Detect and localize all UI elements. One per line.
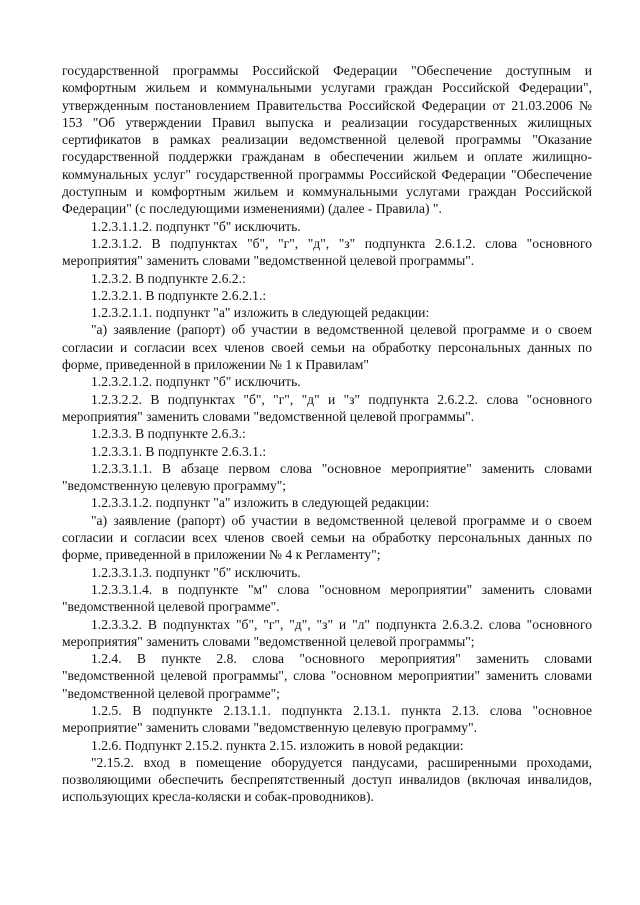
paragraph: 1.2.3.3. В подпункте 2.6.3.: — [91, 426, 246, 442]
paragraph: "а) заявление (рапорт) об участии в ведомственной целевой программе и о своем согласии и согласии всех членов своей семьи на обработку персональных данных по форме, приведенной в приложении № 1 к Правилам" — [62, 322, 592, 373]
paragraph: 1.2.3.3.1. В подпункте 2.6.3.1.: — [91, 443, 267, 459]
paragraph: 1.2.5. В подпункте 2.13.1.1. подпункта 2.13.1. пункта 2.13. слова "основное мероприятие" заменить словами "ведомственную целевую программу". — [62, 702, 592, 736]
paragraph: 1.2.3.2.1.1. подпункт "а" изложить в следующей редакции: — [91, 305, 430, 321]
paragraph: 1.2.3.1.1.2. подпункт "б" исключить. — [91, 218, 301, 234]
paragraph: 1.2.3.1.2. В подпунктах "б", "г", "д", "з" подпункта 2.6.1.2. слова "основного мероприятия" заменить словами "ведомственной целевой программы". — [62, 235, 592, 269]
paragraph: 1.2.4. В пункте 2.8. слова "основного мероприятия" заменить словами "ведомственной целевой программы", слова "основном мероприятии" заменить словами "ведомственной целевой программе"; — [62, 651, 592, 701]
paragraph: 1.2.3.2.2. В подпунктах "б", "г", "д" и "з" подпункта 2.6.2.2. слова "основного мероприятия" заменить словами "ведомственной целевой программы". — [62, 391, 592, 424]
paragraph: 1.2.3.3.1.4. в подпункте "м" слова "основном мероприятии" заменить словами "ведомственной целевой программе". — [62, 581, 592, 615]
paragraph: 1.2.6. Подпункт 2.15.2. пункта 2.15. изложить в новой редакции: — [91, 737, 464, 753]
paragraph: 1.2.3.2.1.2. подпункт "б" исключить. — [91, 374, 301, 390]
document-body — [62, 62, 592, 806]
paragraph: 1.2.3.2.1. В подпункте 2.6.2.1.: — [91, 287, 267, 303]
paragraph: государственной программы Российской Федерации "Обеспечение доступным и комфортным жильем и коммунальными услугами граждан Российской Федерации", утвержденным постановлением Правительства Российской Федерации от 21.03.2006 № 153 "Об утверждении Правил выпуска и реализации государственных жилищных сертификатов в рамках реализации ведомственной целевой программы "Оказание государственной поддержки гражданам в обеспечении жильем и оплате жилищно-коммунальных услуг" государственной программы Российской Федерации "Обеспечение доступным и комфортным жильем и коммунальными услугами граждан Российской Федерации" (с последующими изменениями) (далее - Правила) ". — [62, 63, 592, 217]
paragraph: 1.2.3.2. В подпункте 2.6.2.: — [91, 270, 246, 286]
paragraph: 1.2.3.3.1.1. В абзаце первом слова "основное мероприятие" заменить словами "ведомственную целевую программу"; — [62, 460, 592, 494]
paragraph: 1.2.3.3.1.3. подпункт "б" исключить. — [91, 564, 301, 580]
paragraph: 1.2.3.3.1.2. подпункт "а" изложить в следующей редакции: — [91, 495, 430, 511]
paragraph: 1.2.3.3.2. В подпунктах "б", "г", "д", "з" и "л" подпункта 2.6.3.2. слова "основного мероприятия" заменить словами "ведомственной целевой программы"; — [62, 616, 592, 649]
paragraph: "а) заявление (рапорт) об участии в ведомственной целевой программе и о своем согласии и согласии всех членов своей семьи на обработку персональных данных по форме, приведенной в приложении № 4 к Регламенту"; — [62, 512, 592, 563]
paragraph: "2.15.2. вход в помещение оборудуется пандусами, расширенными проходами, позволяющими обеспечить беспрепятственный доступ инвалидов (включая инвалидов, использующих кресла-коляски и собак-проводников). — [62, 754, 592, 805]
